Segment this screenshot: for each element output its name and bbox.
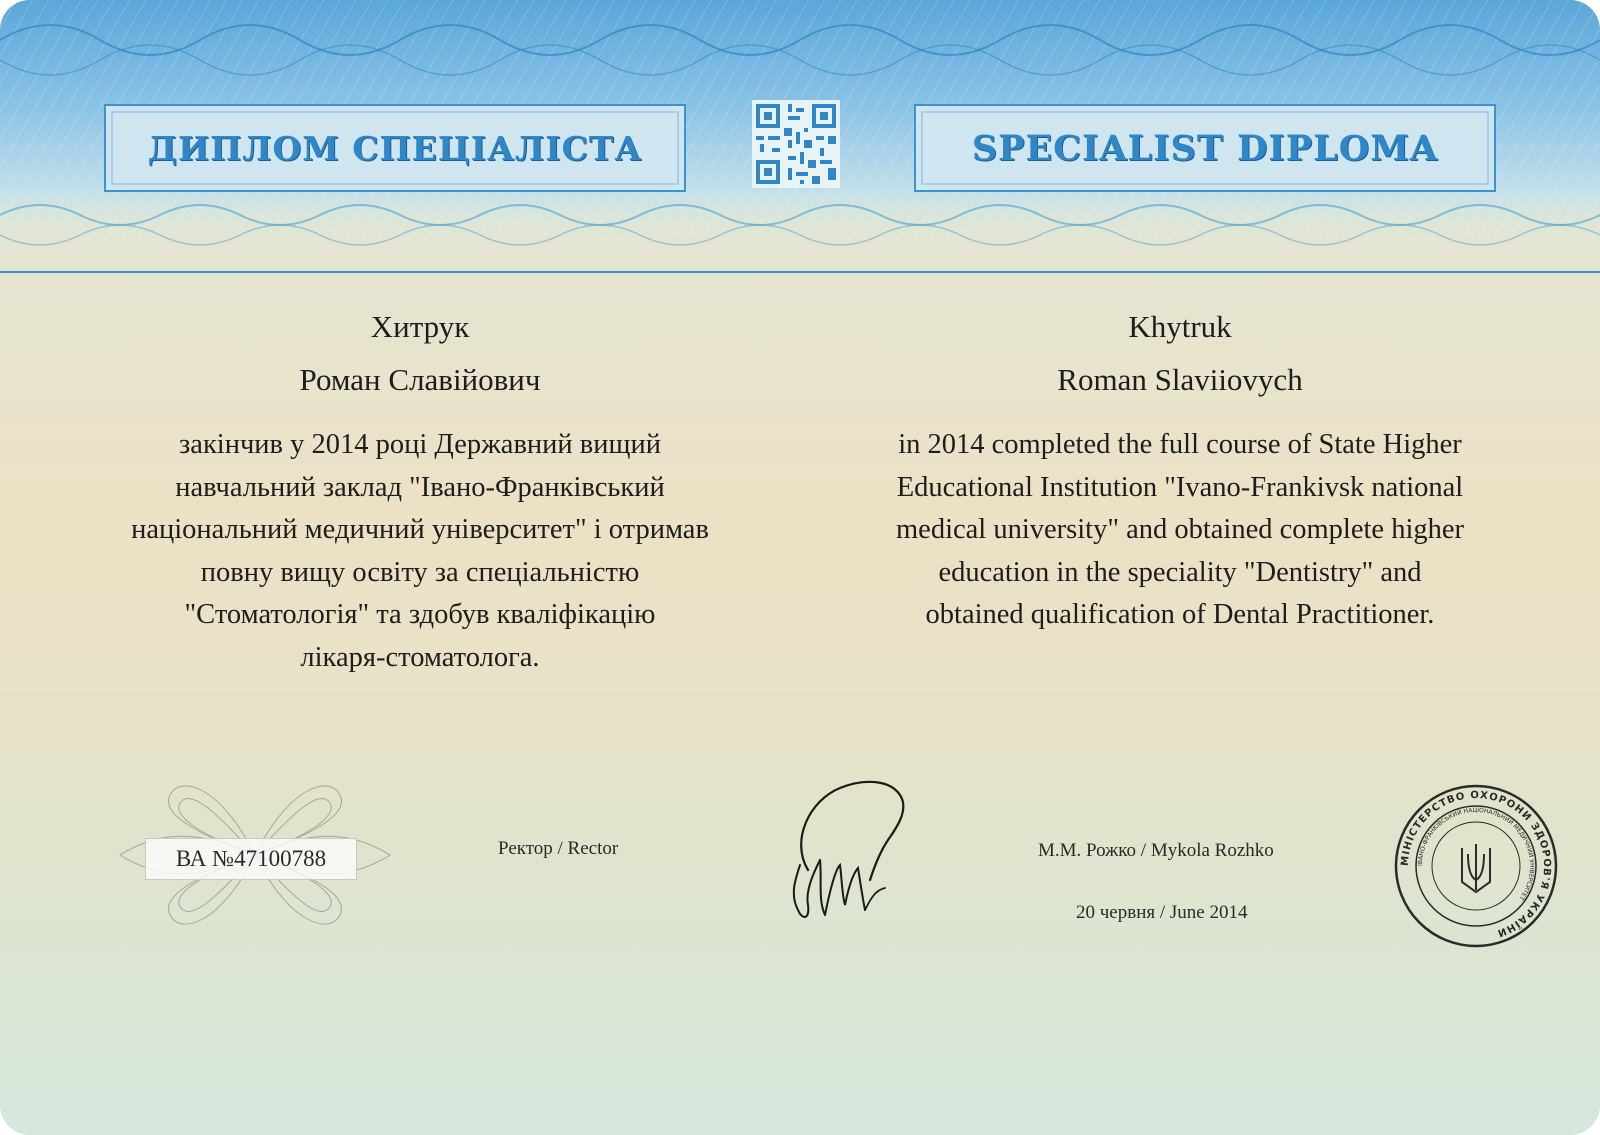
rector-label: Ректор / Rector — [498, 838, 619, 859]
body-paragraph-english — [830, 424, 1530, 637]
seal-ring-text: МІНІСТЕРСТВО ОХОРОНИ ЗДОРОВ'Я УКРАЇНИ — [1399, 789, 1553, 939]
given-names-english: Roman Slaviiovych — [1057, 362, 1303, 397]
rector-name: М.М. Рожко / Mykola Rozhko — [1038, 840, 1274, 861]
rector-signature — [770, 770, 920, 940]
serial-number: ВА №47100788 — [145, 838, 357, 880]
body-line: Educational Institution "Ivano-Frankivsk national — [896, 471, 1464, 503]
body-line: лікаря-стоматолога. — [300, 641, 540, 673]
body-line: in 2014 completed the full course of State Higher — [898, 429, 1462, 460]
trident-icon — [1462, 844, 1490, 892]
body-line: закінчив у 2014 році Державний вищий — [179, 429, 661, 460]
body-line: obtained qualification of Dental Practitioner. — [925, 599, 1435, 630]
surname-english: Khytruk — [1128, 309, 1232, 344]
diploma-title-ukrainian: ДИПЛОМ СПЕЦІАЛІСТА — [147, 128, 643, 168]
given-names-ukrainian: Роман Славійович — [299, 362, 541, 397]
body-line: навчальний заклад "Івано-Франківський — [175, 471, 665, 503]
issue-date: 20 червня / June 2014 — [1076, 902, 1248, 923]
body-line: повну вищу освіту за спеціальністю — [200, 556, 640, 588]
ukrainian-text-column — [70, 300, 770, 679]
body-line: "Стоматологія" та здобув кваліфікацію — [184, 599, 656, 630]
body-line: національний медичний університет" і отримав — [131, 514, 709, 545]
qr-code-icon — [752, 100, 840, 188]
body-paragraph-ukrainian — [70, 424, 770, 679]
body-line: medical university" and obtained complete higher — [896, 514, 1464, 545]
english-text-column — [830, 300, 1530, 637]
official-seal — [1392, 782, 1560, 950]
seal-inner-text: ІВАНО-ФРАНКІВСЬКИЙ НАЦІОНАЛЬНИЙ МЕДИЧНИЙ УНІВЕРСИТЕТ — [1416, 806, 1536, 902]
diploma-title-english: SPECIALIST DIPLOMA — [971, 127, 1439, 169]
surname-ukrainian: Хитрук — [370, 309, 470, 344]
body-line: education in the speciality "Dentistry" and — [938, 556, 1422, 588]
